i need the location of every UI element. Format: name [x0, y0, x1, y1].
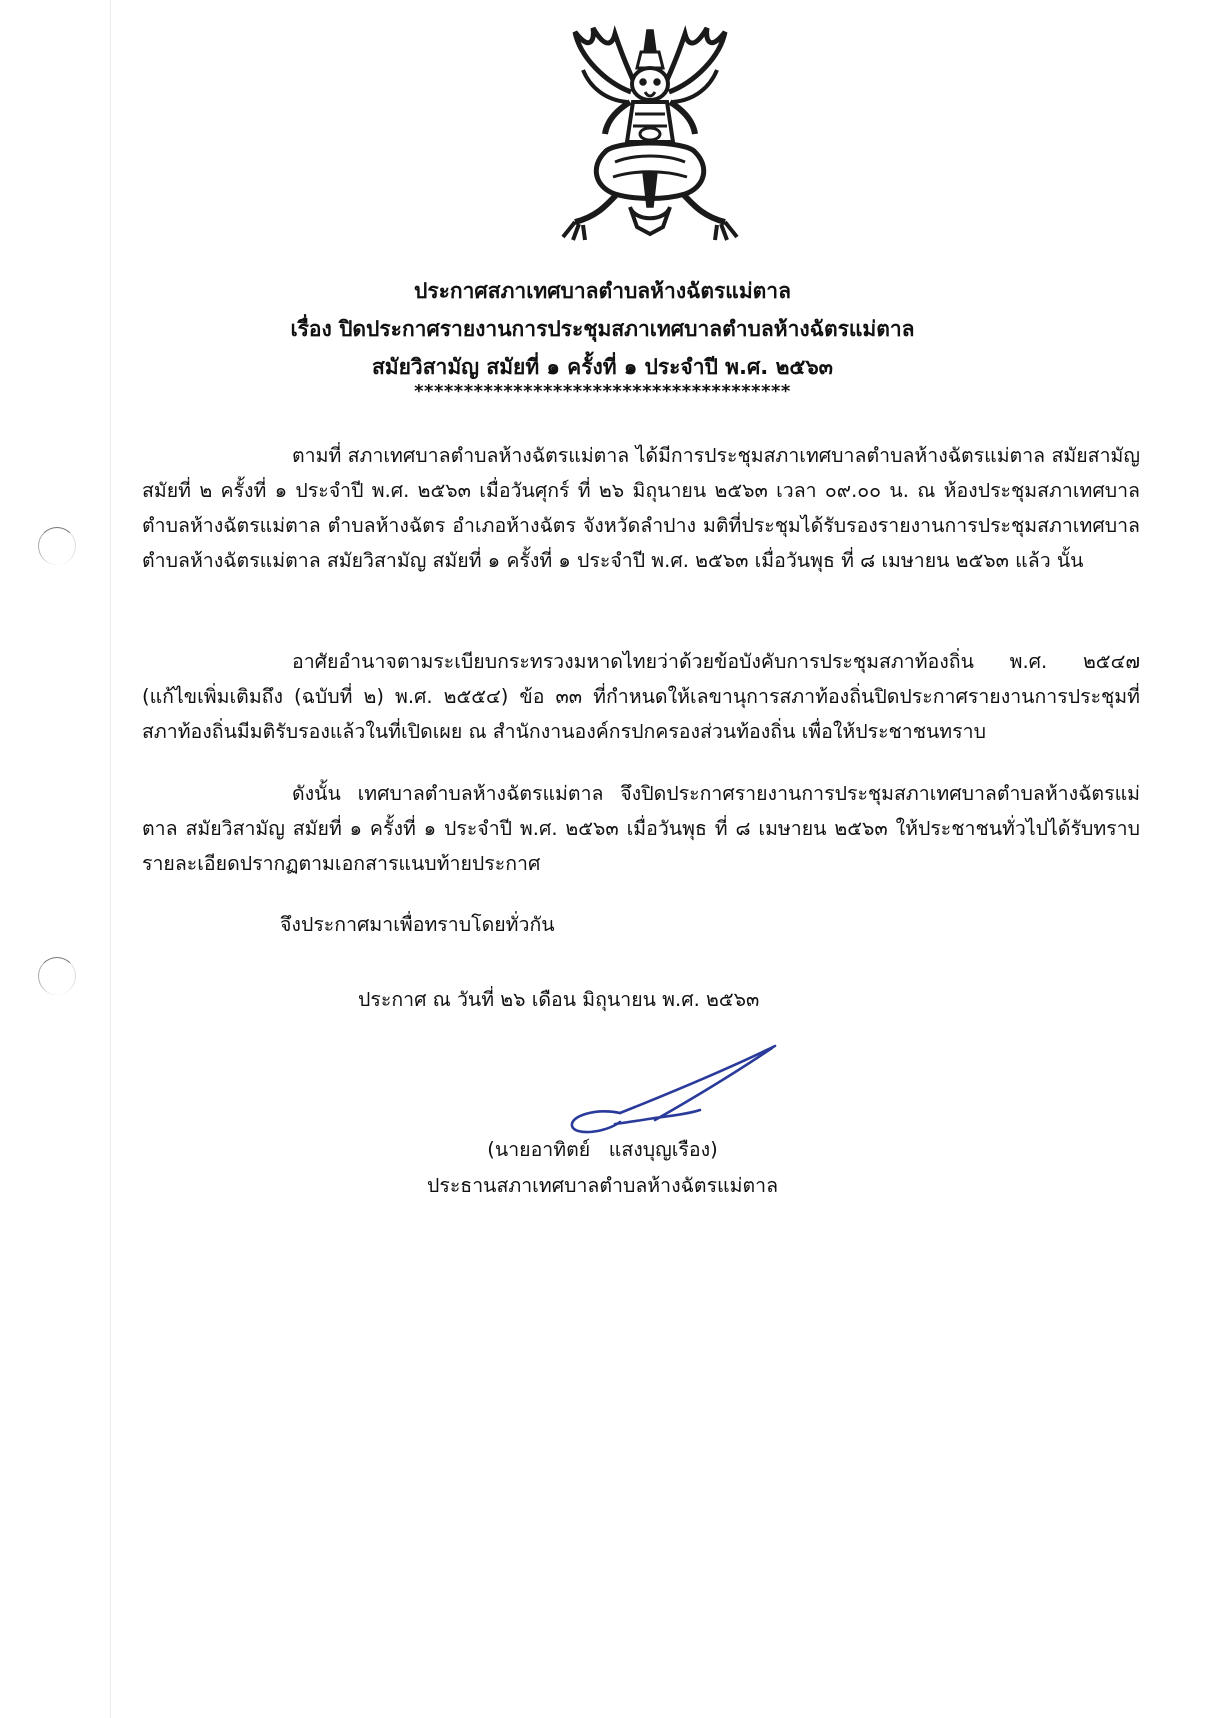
- paragraph-1: [142, 438, 1140, 578]
- document-header: [0, 272, 1205, 402]
- header-separator: **************************************: [414, 381, 791, 402]
- closing-notice: จึงประกาศมาเพื่อทราบโดยทั่วกัน: [280, 913, 555, 936]
- paragraph-1-text: ตามที่ สภาเทศบาลตำบลห้างฉัตรแม่ตาล ได้มีการประชุมสภาเทศบาลตำบลห้างฉัตรแม่ตาล สมัยสามัญ สมัยที่ ๒ ครั้งที่ ๑ ประจำปี พ.ศ. ๒๕๖๓ เมื่อวันศุกร์ ที่ ๒๖ มิถุนายน ๒๕๖๓ เวลา ๐๙.๐๐ น. ณ ห้องประชุมสภาเทศบาลตำบลห้างฉัตรแม่ตาล ตำบลห้างฉัตร อำเภอห้างฉัตร จังหวัดลำปาง มติที่ประชุมได้รับรองรายงานการประชุมสภาเทศบาลตำบลห้างฉัตรแม่ตาล สมัยวิสามัญ สมัยที่ ๑ ครั้งที่ ๑ ประจำปี พ.ศ. ๒๕๖๓ เมื่อวันพุธ ที่ ๘ เมษายน ๒๕๖๓ แล้ว นั้น: [142, 444, 1140, 572]
- document-subject: เรื่อง ปิดประกาศรายงานการประชุมสภาเทศบาลตำบลห้างฉัตรแม่ตาล: [290, 317, 915, 341]
- paragraph-3: [142, 776, 1140, 881]
- garuda-emblem-icon: [535, 22, 765, 262]
- paragraph-2-text: อาศัยอำนาจตามระเบียบกระทรวงมหาดไทยว่าด้วยข้อบังคับการประชุมสภาท้องถิ่น พ.ศ. ๒๕๔๗ (แก้ไขเพิ่มเติมถึง (ฉบับที่ ๒) พ.ศ. ๒๕๕๔) ข้อ ๓๓ ที่กำหนดให้เลขานุการสภาท้องถิ่นปิดประกาศรายงานการประชุมที่สภาท้องถิ่นมีมติรับรองแล้วในที่เปิดเผย ณ สำนักงานองค์กรปกครองส่วนท้องถิ่น เพื่อให้ประชาชนทราบ: [142, 650, 1140, 743]
- signer-name: (นายอาทิตย์ แสงบุญเรือง): [487, 1138, 718, 1161]
- paragraph-2: [142, 644, 1140, 749]
- document-session: สมัยวิสามัญ สมัยที่ ๑ ครั้งที่ ๑ ประจำปี พ.ศ. ๒๕๖๓: [371, 355, 834, 379]
- paragraph-3-text: ดังนั้น เทศบาลตำบลห้างฉัตรแม่ตาล จึงปิดประกาศรายงานการประชุมสภาเทศบาลตำบลห้างฉัตรแม่ตาล สมัยวิสามัญ สมัยที่ ๑ ครั้งที่ ๑ ประจำปี พ.ศ. ๒๕๖๓ เมื่อวันพุธ ที่ ๘ เมษายน ๒๕๖๓ ให้ประชาชนทั่วไปได้รับทราบ รายละเอียดปรากฏตามเอกสารแนบท้ายประกาศ: [142, 782, 1140, 875]
- punch-hole-top: [38, 527, 76, 565]
- signer-position: ประธานสภาเทศบาลตำบลห้างฉัตรแม่ตาล: [426, 1174, 779, 1197]
- document-title: ประกาศสภาเทศบาลตำบลห้างฉัตรแม่ตาล: [414, 279, 791, 303]
- punch-hole-bottom: [38, 957, 76, 995]
- handwritten-signature: [560, 1038, 790, 1138]
- announcement-date: ประกาศ ณ วันที่ ๒๖ เดือน มิถุนายน พ.ศ. ๒๕๖๓: [358, 988, 760, 1011]
- page-margin-line: [110, 0, 111, 1718]
